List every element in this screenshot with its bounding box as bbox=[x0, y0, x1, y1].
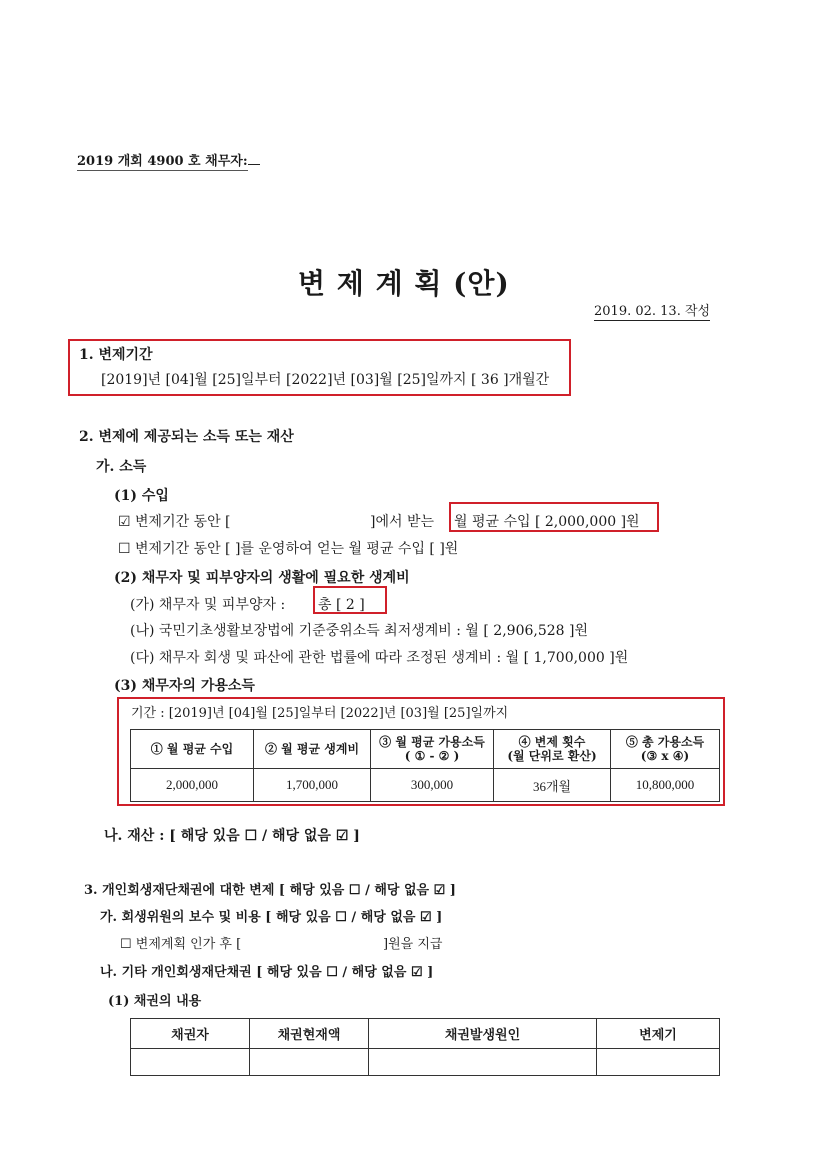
table-row bbox=[131, 1049, 720, 1076]
cell-monthly-income: 2,000,000 bbox=[131, 769, 254, 802]
income-option-1: ☑ 변제기간 동안 [ bbox=[118, 514, 231, 530]
checked-box-icon[interactable]: ☑ bbox=[118, 514, 131, 530]
unchecked-box-icon[interactable]: ☐ bbox=[118, 541, 131, 557]
cell-living-cost: 1,700,000 bbox=[254, 769, 371, 802]
section3-heading: 3. 개인회생재단채권에 대한 변제 [ 해당 있음 ☐ / 해당 없음 ☑ ] bbox=[84, 883, 456, 898]
page-title: 변 제 계 획 (안) bbox=[298, 267, 510, 300]
empty-cell bbox=[369, 1049, 597, 1076]
claims-table bbox=[130, 1018, 720, 1076]
living-cost-heading: (2) 채무자 및 피부양자의 생활에 필요한 생계비 bbox=[114, 570, 410, 586]
col-header-claim-amount: 채권현재액 bbox=[250, 1019, 369, 1049]
col-header-available: ③ 월 평균 가용소득 ( ① - ② ) bbox=[371, 730, 494, 769]
property-line: 나. 재산 : [ 해당 있음 ☐ / 해당 없음 ☑ ] bbox=[104, 828, 360, 844]
monthly-income-value: 월 평균 수입 [ 2,000,000 ]원 bbox=[454, 514, 640, 530]
available-income-period: 기간 : [2019]년 [04]월 [25]일부터 [2022]년 [03]월 [25]일까지 bbox=[131, 706, 509, 721]
section2-heading: 2. 변제에 제공되는 소득 또는 재산 bbox=[79, 429, 294, 445]
income-item-heading: (1) 수입 bbox=[114, 488, 169, 504]
income-option-2: ☐ 변제기간 동안 [ ]를 운영하여 얻는 월 평균 수입 [ ]원 bbox=[118, 541, 459, 557]
available-income-table bbox=[130, 729, 720, 802]
empty-cell bbox=[131, 1049, 250, 1076]
document-date: 2019. 02. 13. 작성 bbox=[594, 304, 711, 319]
claim-content-heading: (1) 채권의 내용 bbox=[108, 994, 202, 1009]
trustee-fee-item-tail: ]원을 지급 bbox=[383, 937, 443, 952]
col-header-claim-cause: 채권발생원인 bbox=[369, 1019, 597, 1049]
case-number-line: 2019 개회 4900 호 채무자: bbox=[77, 150, 260, 169]
section1-heading: 1. 변제기간 bbox=[79, 347, 153, 363]
empty-cell bbox=[597, 1049, 720, 1076]
other-claims-line: 나. 기타 개인회생재단채권 [ 해당 있음 ☐ / 해당 없음 ☑ ] bbox=[100, 965, 434, 980]
minimum-living-cost: (나) 국민기초생활보장법에 기준중위소득 최저생계비 : 월 [ 2,906,528 ]원 bbox=[130, 623, 588, 639]
cell-count: 36개월 bbox=[494, 769, 611, 802]
col-header-monthly-income: ① 월 평균 수입 bbox=[131, 730, 254, 769]
col-header-count: ④ 변제 횟수 (월 단위로 환산) bbox=[494, 730, 611, 769]
table-row bbox=[131, 769, 720, 802]
empty-cell bbox=[250, 1049, 369, 1076]
dependents-label: (가) 채무자 및 피부양자 : bbox=[130, 597, 286, 613]
col-header-total: ⑤ 총 가용소득 (③ x ④) bbox=[611, 730, 720, 769]
trustee-fee-item: ☐ 변제계획 인가 후 [ bbox=[120, 937, 242, 952]
adjusted-living-cost: (다) 채무자 회생 및 파산에 관한 법률에 따라 조정된 생계비 : 월 [ 1,700,000 ]원 bbox=[130, 650, 629, 666]
income-subheading: 가. 소득 bbox=[96, 459, 147, 475]
trustee-fee-line: 가. 회생위원의 보수 및 비용 [ 해당 있음 ☐ / 해당 없음 ☑ ] bbox=[100, 910, 443, 925]
cell-available: 300,000 bbox=[371, 769, 494, 802]
cell-total: 10,800,000 bbox=[611, 769, 720, 802]
available-income-heading: (3) 채무자의 가용소득 bbox=[114, 678, 255, 694]
col-header-due-date: 변제기 bbox=[597, 1019, 720, 1049]
repayment-period: [2019]년 [04]월 [25]일부터 [2022]년 [03]월 [25]일까지 [ 36 ]개월간 bbox=[101, 372, 550, 388]
income-option-1-mid: ]에서 받는 bbox=[370, 514, 435, 530]
col-header-creditor: 채권자 bbox=[131, 1019, 250, 1049]
col-header-living-cost: ② 월 평균 생계비 bbox=[254, 730, 371, 769]
dependents-count: 총 [ 2 ] bbox=[318, 597, 365, 613]
